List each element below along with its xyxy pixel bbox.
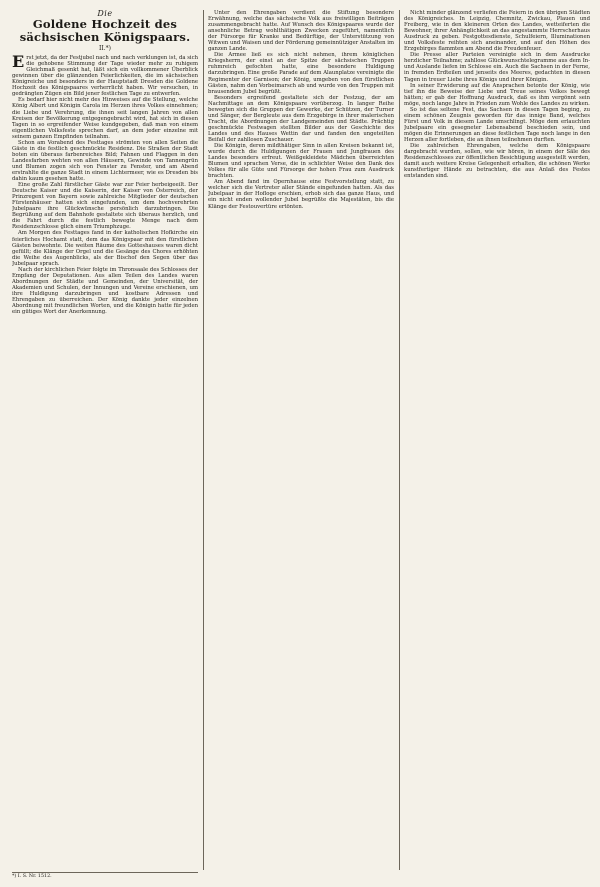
column-1 [12,10,198,870]
paragraph: Am Abend fand im Opernhause eine Festvorstellung statt, zu welcher sich die Vertreter aller Stände eingefunden hatten. Als das Jubelpaar in der Hofloge erschien, erhob sich das ganze Haus, und ein nicht enden wollender Jubel begrüßte die Majestäten, bis die Klänge der Festouvertüre ertönten. [208,179,394,210]
footnote: *) I. S. Nr. 1512. [12,872,198,879]
headline-title: Goldene Hochzeit des sächsischen Königspaars. [19,17,191,45]
paragraph: Schon am Vorabend des Festtages strömten von allen Seiten die Gäste in die festlich geschmückte Residenz. Die Straßen der Stadt boten ein überaus farbenreiches Bild; Fahnen und Flaggen in den Landesfarben wehten von allen Häusern, Gewinde von Tannengrün und Blumen zogen sich von Fenster zu Fenster, und am Abend erstrahlte die ganze Stadt in einem Lichtermeer, wie es Dresden bis dahin kaum gesehen hatte. [12,139,198,183]
column-rule [203,10,204,870]
lead-text: rst jetzt, da der Festjubel nach und nach verklungen ist, da sich die gehobene Stimmung der Tage wieder mehr zu ruhigem Gleichmaß gesenkt hat, läßt sich ein vollkommener Überblick gewinnen über die glänzenden Feierlichkeiten, die im sächsischen Königreiche und besonders in der Hauptstadt Dresden die Goldene Hochzeit des Königspaares verherrlicht haben. Wir versuchen, in gedrängten Zügen ein Bild jener festlichen Tage zu entwerfen. [12,55,198,98]
newspaper-page [12,10,590,880]
paragraph: Eine große Zahl fürstlicher Gäste war zur Feier herbeigeeilt. Der Deutsche Kaiser und die Kaiserin, der Kaiser von Österreich, der Prinzregent von Bayern sowie zahlreiche Mitglieder der deutschen Fürstenhäuser hatten sich eingefunden, um dem hochverehrten Jubelpaare ihre Glückwünsche persönlich darzubringen. Die Begrüßung auf dem Bahnhofe gestaltete sich überaus herzlich, und die Fahrt durch die festlich bewegte Menge nach dem Residenzschlosse glich einem Triumphzuge. [12,182,198,231]
paragraph: Die zahlreichen Ehrengaben, welche dem Königspaare dargebracht wurden, sollen, wie wir hören, in einem der Säle des Residenzschlosses zur öffentlichen Besichtigung ausgestellt werden, damit auch weitere Kreise Gelegenheit erhalten, die schönen Werke kunstfertiger Hände zu betrachten, die aus Anlaß des Festes entstanden sind. [404,143,590,180]
paragraph: Am Morgen des Festtages fand in der katholischen Hofkirche ein feierliches Hochamt statt, dem das Königspaar mit den fürstlichen Gästen beiwohnte. Die weiten Räume des Gotteshauses waren dicht gefüllt; die Klänge der Orgel und die Gesänge des Chores erhöhten die Weihe des Augenblicks, als der Bischof den Segen über das Jubelpaar sprach. [12,230,198,267]
paragraph: Besonders ergreifend gestaltete sich der Festzug, der am Nachmittage an dem Königspaare vorüberzog. In langer Reihe bewegten sich die Gruppen der Gewerke, der Schützen, der Turner und Sänger, der Bergleute aus dem Erzgebirge in ihrer malerischen Tracht, die Abordnungen der Landgemeinden und Städte. Prächtig geschmückte Festwagen stellten Bilder aus der Geschichte des Landes und des Hauses Wettin dar und fanden den ungeteilten Beifall der zahllosen Zuschauer. [208,94,394,143]
headline-part: II.*) [99,45,111,53]
lead-paragraph [12,52,198,98]
paragraph: Die Presse aller Parteien vereinigte sich in dem Ausdrucke herzlicher Teilnahme; zahllose Glückwunschtelegramme aus dem In- und Auslande liefen im Schlosse ein. Auch die Sachsen in der Ferne, in fremden Erdteilen und jenseits des Meeres, gedachten in diesen Tagen in treuer Liebe ihres Königs und ihrer Königin. [404,52,590,83]
drop-cap: E [12,52,25,72]
paragraph: Es bedarf hier nicht mehr des Hinweises auf die Stellung, welche König Albert und Königin Carola im Herzen ihres Volkes einnehmen; die Liebe und Verehrung, die ihnen seit langen Jahren von allen Kreisen der Bevölkerung entgegengebracht wird, hat sich in diesen Tagen in so ergreifender Weise kundgegeben, daß man von einem eigentlichen Volksfeste sprechen darf, an dem jeder einzelne mit seinem ganzen Empfinden teilnahm. [12,97,198,140]
paragraph: Unter den Ehrengaben verdient die Stiftung besondere Erwähnung, welche das sächsische Volk aus freiwilligen Beiträgen zusammengebracht hatte. Auf Wunsch des Königspaares wurde der ansehnliche Betrag wohlthätigen Zwecken zugeführt, namentlich der Fürsorge für Kranke und Bedürftige, der Unterstützung von Witwen und Waisen und der Förderung gemeinnütziger Anstalten im ganzen Lande. [208,10,394,53]
paragraph: In seiner Erwiderung auf die Ansprachen betonte der König, wie tief ihn die Beweise der Liebe und Treue seines Volkes bewegt hätten; er gab der Hoffnung Ausdruck, daß es ihm vergönnt sein möge, noch lange Jahre in Frieden zum Wohle des Landes zu wirken. [404,82,590,107]
column-2 [208,10,394,870]
paragraph: Nach der kirchlichen Feier folgte im Thronsaale des Schlosses der Empfang der Deputationen. Aus allen Teilen des Landes waren Abordnungen der Städte und Gemeinden, der Universität, der Akademien und Schulen, der Innungen und Vereine erschienen, um ihre Huldigung darzubringen und kostbare Adressen und Ehrengaben zu überreichen. Der König dankte jeder einzelnen Abordnung mit freundlichen Worten, und die Königin hatte für jeden ein gütiges Wort der Anerkennung. [12,266,198,316]
paragraph: So ist das seltene Fest, das Sachsen in diesen Tagen beging, zu einem schönen Zeugnis geworden für das innige Band, welches Fürst und Volk in diesem Lande umschlingt. Möge dem erlauchten Jubelpaare ein gesegneter Lebensabend beschieden sein, und mögen die Erinnerungen an diese festlichen Tage noch lange in den Herzen aller fortleben, die an ihnen teilnehmen durften. [404,106,590,143]
paragraph: Nicht minder glänzend verliefen die Feiern in den übrigen Städten des Königreiches. In Leipzig, Chemnitz, Zwickau, Plauen und Freiberg, wie in den kleineren Orten des Landes, wetteiferten die Bewohner, ihrer Anhänglichkeit an das angestammte Herrscherhaus Ausdruck zu geben. Festgottesdienste, Schulfeiern, Illuminationen und Volksfeste reihten sich aneinander, und auf den Höhen des Erzgebirges flammten am Abend die Freudenfeuer. [404,10,590,53]
column-rule [399,10,400,870]
headline-kicker: Die [97,10,113,18]
column-3 [404,10,590,870]
paragraph: Die Königin, deren mildthätiger Sinn in allen Kreisen bekannt ist, wurde durch die Huldigungen der Frauen und Jungfrauen des Landes besonders erfreut. Weißgekleidete Mädchen überreichten Blumen und sprachen Verse, die in schlichter Weise den Dank des Volkes für alle Güte und Fürsorge der hohen Frau zum Ausdruck brachten. [208,143,394,180]
paragraph: Die Armee ließ es sich nicht nehmen, ihrem königlichen Kriegsherrn, der einst an der Spitze der sächsischen Truppen ruhmreich gefochten hatte, eine besondere Huldigung darzubringen. Eine große Parade auf dem Alaunplatze vereinigte die Regimenter der Garnison; der König, umgeben von den fürstlichen Gästen, nahm den Vorbeimarsch ab und wurde von den Truppen mit brausendem Jubel begrüßt. [208,52,394,95]
